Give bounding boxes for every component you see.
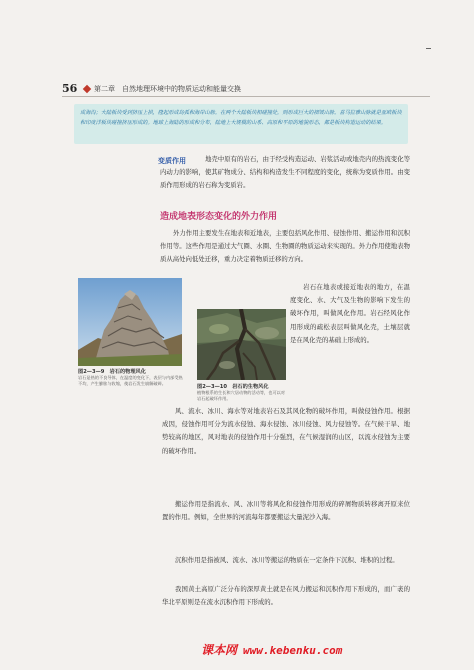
section-title: 造成地表形态变化的外力作用 — [160, 212, 278, 222]
watermark-brand: 课本网 — [201, 643, 238, 657]
diamond-icon — [83, 85, 91, 93]
paragraph-external-forces: 外力作用主要发生在地表和近地表，主要包括风化作用、侵蚀作用、搬运作用和沉积作用等。这些作用是通过大气圈、水圈、生物圈的物质运动来实现的。外力作用使地表物质从高处向低处迁移，重力决定着物质迁移的方向。 — [160, 229, 410, 264]
note-text: 成海沟；大陆板块受到挤压上拱，隆起形成岛弧和海岸山脉。在两个大陆板块相碰撞处，则形成巨大的褶皱山脉。喜马拉雅山脉就是亚欧板块和印度洋板块碰撞挤压形成的。地球上海陆的形成和分布，陆地上大规模的山系、高原和平原的地貌形态，都是板块构造运动的结果。 — [80, 110, 402, 126]
figure-2-title: 图2—3—10 岩石的生物风化 — [197, 384, 269, 390]
page-number: 56 — [62, 82, 78, 95]
site-watermark — [201, 639, 342, 658]
top-dash-mark — [426, 48, 431, 49]
chapter-title: 第二章 自然地理环境中的物质运动和能量交换 — [94, 85, 241, 93]
figure-1-caption: 岩石是热的不良导体，在温度的变化下，表层与内部受热不均，产生膨胀与收缩，使岩石发生崩解破碎。 — [78, 375, 183, 387]
watermark-url: www.kebenku.com — [243, 644, 343, 657]
paragraph-transport: 搬运作用是指流水、风、冰川等将风化和侵蚀作用形成的碎屑物质转移离开原来位置的作用。例如，全世界的河流每年都要搬运大量泥沙入海。 — [162, 500, 410, 522]
paragraph-metamorphism: 地壳中原有的岩石，由于经受构造运动、岩浆活动或地壳内的热流变化等内动力的影响，使其矿物成分、结构和构造发生不同程度的变化，统称为变质作用。由变质作用形成的岩石称为变质岩。 — [160, 155, 410, 190]
paragraph-deposition: 沉积作用是指被风、流水、冰川等搬运的物质在一定条件下沉积、堆积的过程。 — [175, 556, 399, 564]
physical-weathering-photo — [78, 278, 182, 366]
paragraph-loess: 我国黄土高原广泛分布的深厚黄土就是在风力搬运和沉积作用下形成的，而广袤的华北平原则是在流水沉积作用下形成的。 — [162, 585, 410, 607]
continued-note-box — [74, 104, 408, 144]
figure-2-caption: 植物根系的生长和穴居动物的活动等，也可以对岩石起破坏作用。 — [197, 390, 285, 402]
header-divider — [62, 96, 430, 97]
term-metamorphism: 变质作用 — [158, 157, 186, 165]
biological-weathering-photo — [197, 309, 286, 380]
page-header — [62, 82, 430, 96]
paragraph-erosion: 风、流水、冰川、海水等对地表岩石及其风化物的破坏作用，叫做侵蚀作用。根据成因，侵蚀作用可分为流水侵蚀、海水侵蚀、冰川侵蚀、风力侵蚀等。在气候干旱、地势较高的地区，风对地表的侵蚀作用十分强烈，在气候湿润的山区，以流水侵蚀为主要的破坏作用。 — [162, 407, 410, 455]
paragraph-weathering: 岩石在地表或接近地表的地方，在温度变化、水、大气及生物的影响下发生的破坏作用，叫做风化作用。岩石经风化作用形成的疏松表层叫做风化壳，土壤层就是在风化壳的基础上形成的。 — [290, 283, 410, 344]
figure-1-title: 图2—3—9 岩石的物理风化 — [78, 369, 146, 375]
